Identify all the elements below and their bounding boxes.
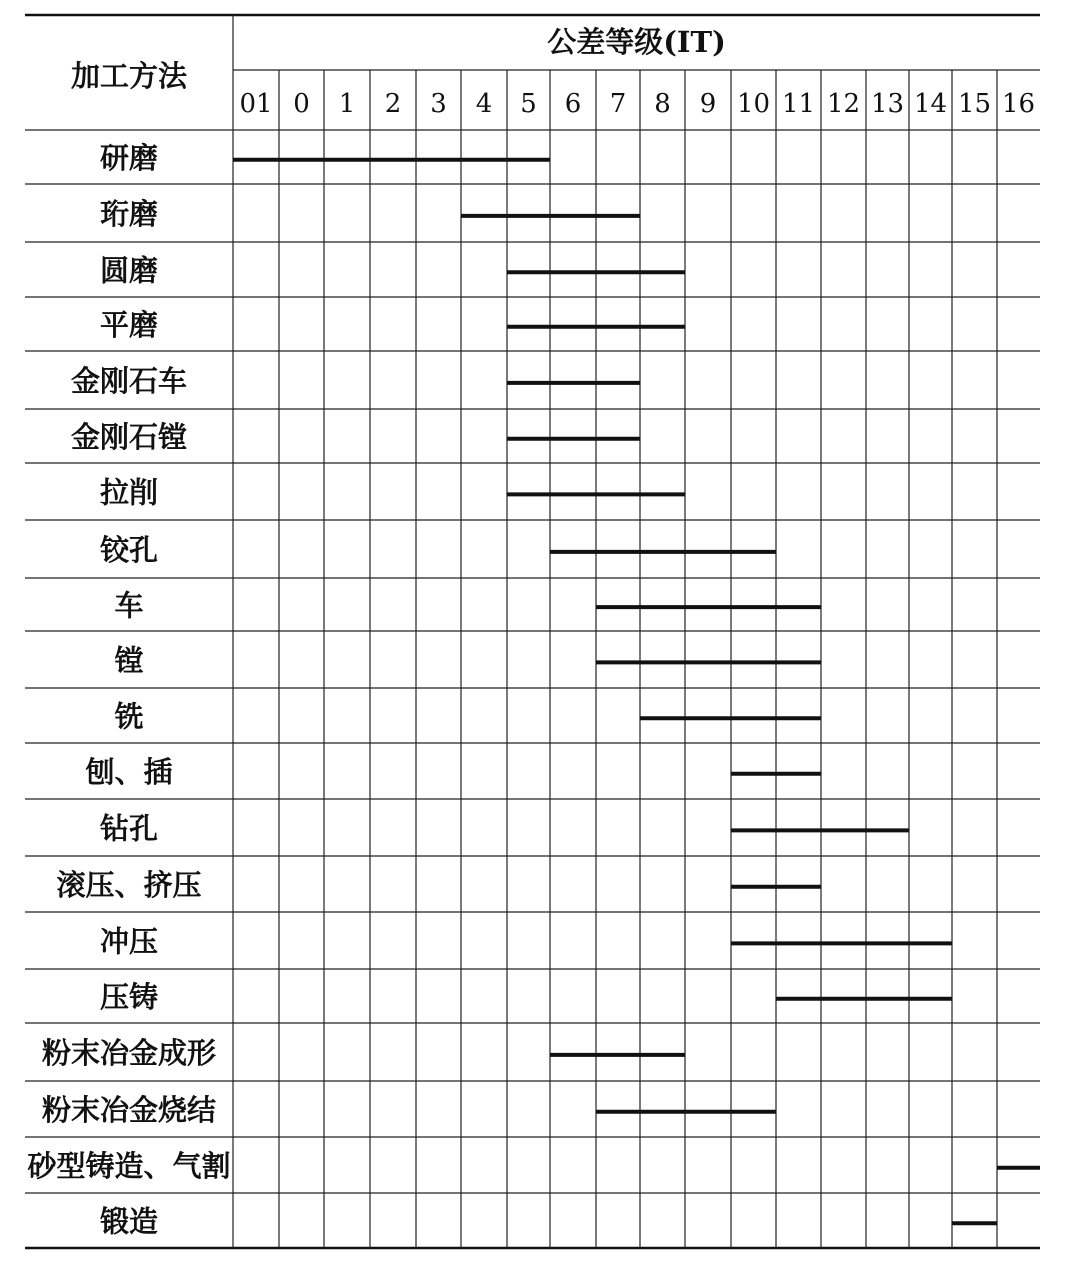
method-label: 金刚石镗 xyxy=(70,420,188,454)
method-label: 冲压 xyxy=(99,924,159,959)
grade-label: 12 xyxy=(826,89,861,119)
method-label: 砂型铸造、气割 xyxy=(27,1149,231,1183)
method-label: 镗 xyxy=(114,643,144,678)
method-label: 平磨 xyxy=(99,308,159,342)
method-label: 金刚石车 xyxy=(70,364,188,398)
grade-label: 16 xyxy=(1001,89,1036,119)
method-labels xyxy=(27,141,230,1239)
grade-label: 01 xyxy=(239,89,273,119)
range-bars xyxy=(233,160,1040,1224)
method-label: 圆磨 xyxy=(99,253,159,288)
method-label: 研磨 xyxy=(99,141,159,175)
method-column-header: 加工方法 xyxy=(70,59,188,93)
grade-label: 3 xyxy=(430,89,447,119)
grade-label: 1 xyxy=(338,89,356,119)
grade-label: 10 xyxy=(736,89,771,119)
grade-column-header: 公差等级(IT) xyxy=(547,25,726,59)
method-label: 珩磨 xyxy=(99,197,159,231)
method-label: 拉削 xyxy=(99,475,159,510)
method-label: 钻孔 xyxy=(99,811,159,846)
grade-label: 15 xyxy=(957,89,992,119)
method-label: 锻造 xyxy=(99,1204,159,1239)
grade-label: 0 xyxy=(293,89,310,119)
grade-label: 14 xyxy=(913,89,948,119)
method-label: 铰孔 xyxy=(99,533,159,567)
table-header xyxy=(71,25,726,93)
method-label: 刨、插 xyxy=(85,755,173,789)
method-label: 滚压、挤压 xyxy=(56,868,202,902)
grade-label: 6 xyxy=(564,89,582,119)
grade-label: 2 xyxy=(384,89,402,119)
grade-label: 11 xyxy=(781,89,816,119)
grade-label: 9 xyxy=(699,89,717,119)
method-label: 铣 xyxy=(114,699,144,734)
grade-label: 8 xyxy=(654,89,671,119)
method-label: 压铸 xyxy=(99,980,159,1014)
method-label: 车 xyxy=(114,588,144,623)
grade-label: 13 xyxy=(870,89,905,119)
grade-label: 7 xyxy=(609,89,627,119)
method-label: 粉末冶金烧结 xyxy=(41,1093,217,1127)
grade-label: 5 xyxy=(520,89,537,119)
grade-label: 4 xyxy=(475,89,493,119)
grade-tick-labels xyxy=(239,89,1035,119)
method-label: 粉末冶金成形 xyxy=(41,1036,217,1070)
